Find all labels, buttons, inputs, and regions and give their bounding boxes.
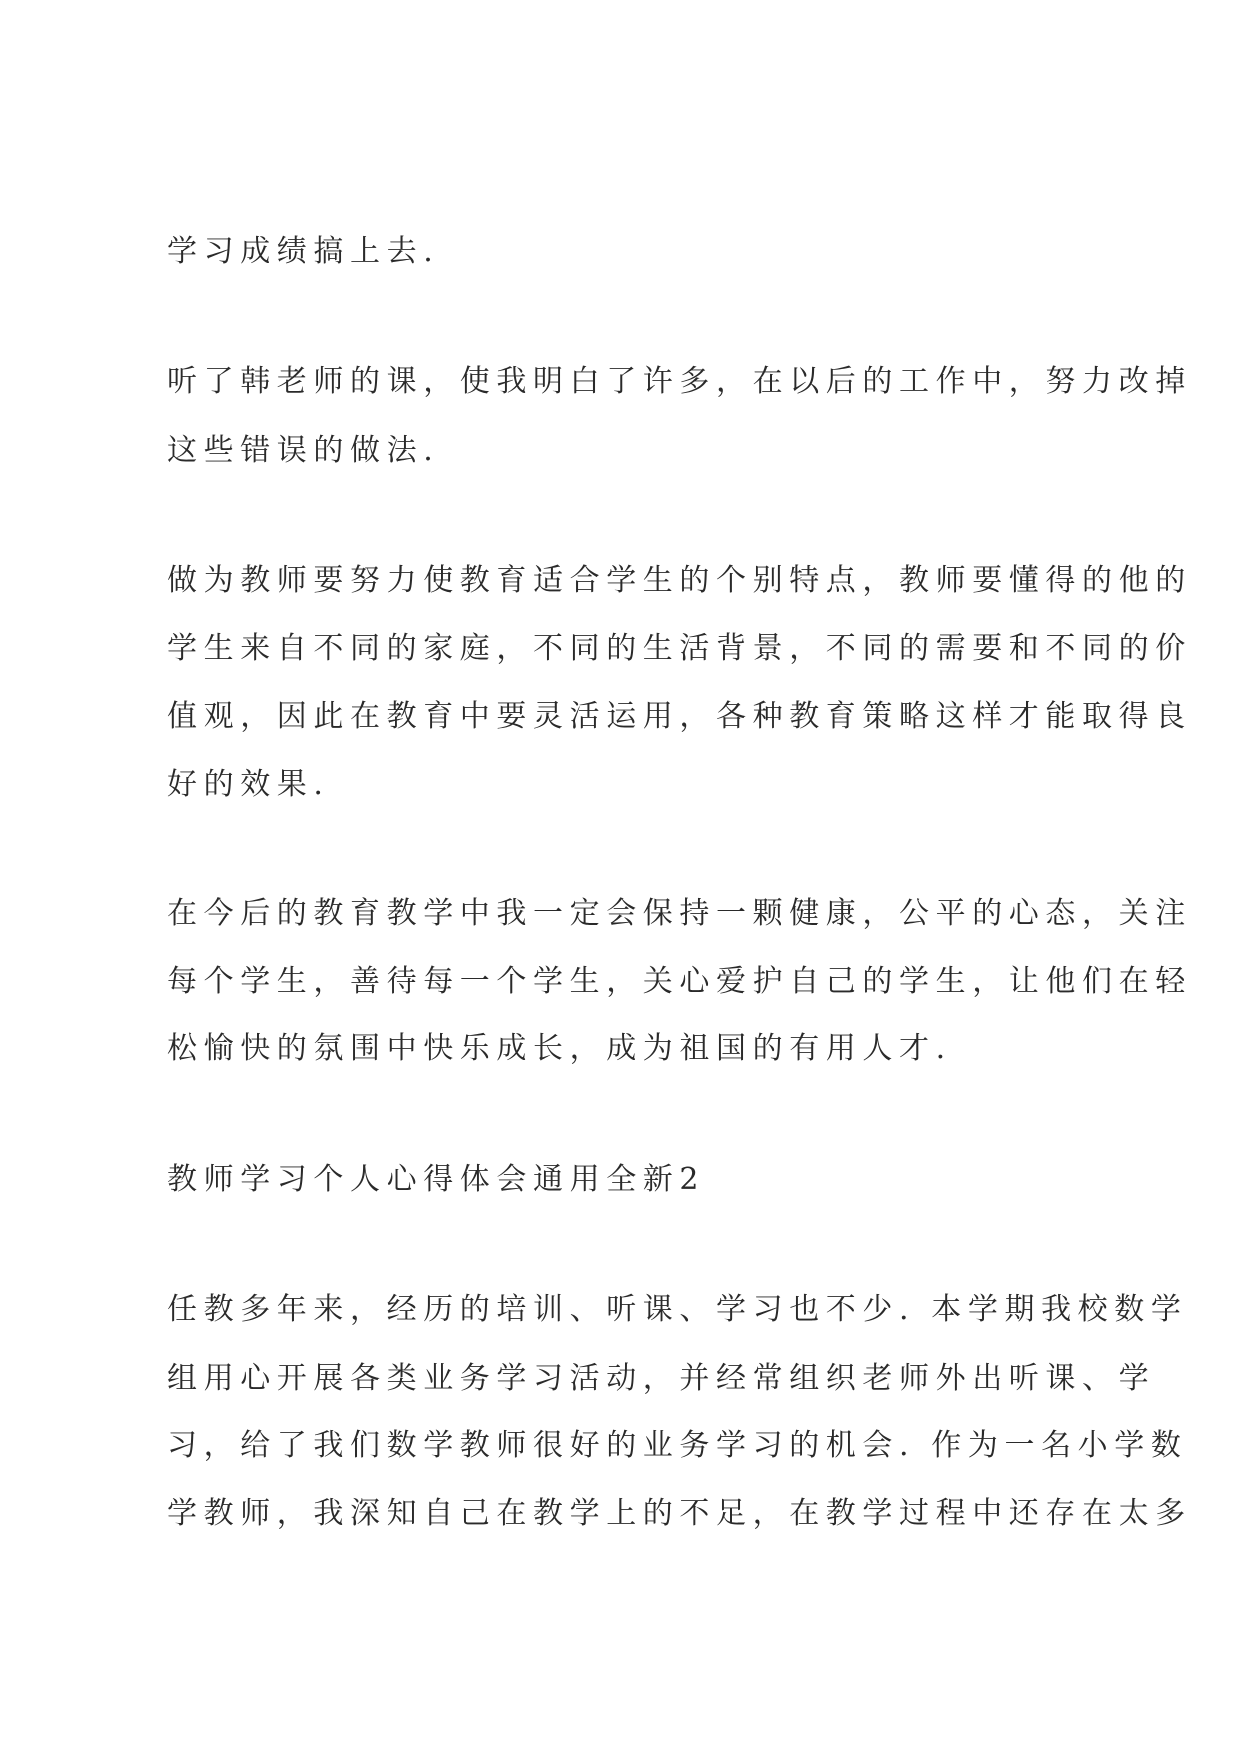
section-heading: 教师学习个人心得体会通用全新2 — [167, 1162, 706, 1197]
text-line: 学生来自不同的家庭，不同的生活背景，不同的需要和不同的价 — [167, 631, 1192, 666]
text-line: 听了韩老师的课，使我明白了许多，在以后的工作中，努力改掉 — [167, 364, 1192, 399]
text-line: 这些错误的做法. — [167, 433, 440, 468]
text-line: 松愉快的氛围中快乐成长，成为祖国的有用人才. — [167, 1031, 952, 1066]
text-line: 做为教师要努力使教育适合学生的个别特点，教师要懂得的他的 — [167, 563, 1192, 598]
text-line: 学教师，我深知自己在教学上的不足，在教学过程中还存在太多 — [167, 1496, 1192, 1531]
text-line: 值观，因此在教育中要灵活运用，各种教育策略这样才能取得良 — [167, 699, 1192, 734]
text-line: 学习成绩搞上去. — [167, 234, 440, 269]
text-line: 任教多年来，经历的培训、听课、学习也不少. 本学期我校数学 — [167, 1292, 1188, 1327]
text-line: 好的效果. — [167, 767, 330, 802]
text-line: 每个学生，善待每一个学生，关心爱护自己的学生，让他们在轻 — [167, 964, 1192, 999]
text-line: 在今后的教育教学中我一定会保持一颗健康，公平的心态，关注 — [167, 896, 1192, 931]
text-line: 组用心开展各类业务学习活动，并经常组织老师外出听课、学 — [167, 1361, 1156, 1396]
text-line: 习，给了我们数学教师很好的业务学习的机会. 作为一名小学数 — [167, 1428, 1188, 1463]
